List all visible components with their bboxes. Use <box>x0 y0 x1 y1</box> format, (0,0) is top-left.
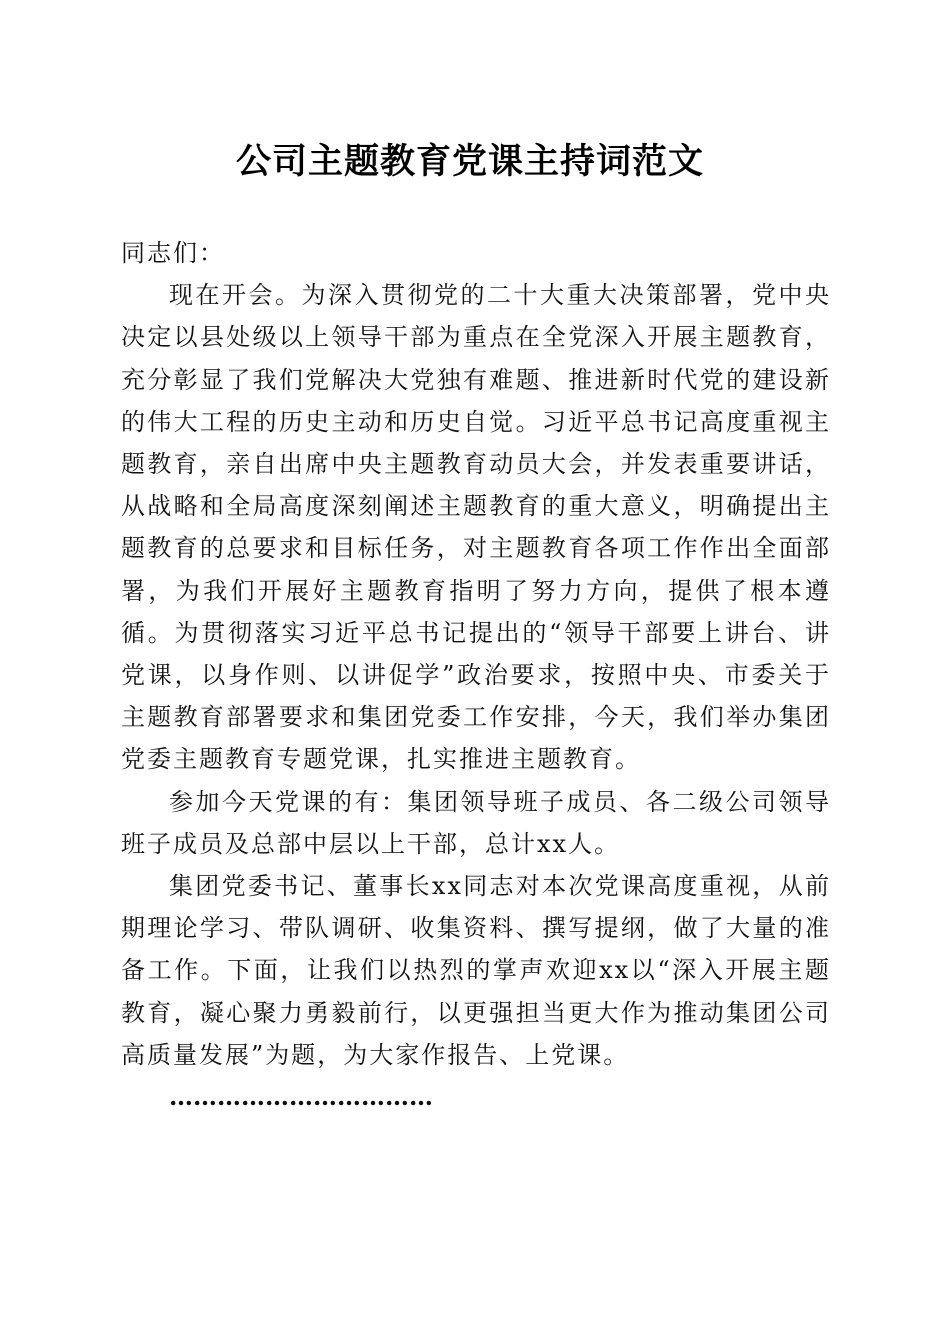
paragraph-attendees: 参加今天党课的有：集团领导班子成员、各二级公司领导班子成员及总部中层以上干部，总计xx人。 <box>121 787 831 858</box>
salutation: 同志们： <box>121 239 225 267</box>
document-body <box>121 232 831 1118</box>
document-title: 公司主题教育党课主持词范文 <box>235 141 704 182</box>
paragraph-opening: 现在开会。为深入贯彻党的二十大重大决策部署，党中央决定以县处级以上领导干部为重点在全党深入开展主题教育，充分彰显了我们党解决大党独有难题、推进新时代党的建设新的伟大工程的历史主动和历史自觉。习近平总书记高度重视主题教育，亲自出席中央主题教育动员大会，并发表重要讲话，从战略和全局高度深刻阐述主题教育的重大意义，明确提出主题教育的总要求和目标任务，对主题教育各项工作作出全面部署，为我们开展好主题教育指明了努力方向，提供了根本遵循。为贯彻落实习近平总书记提出的“领导干部要上讲台、讲党课，以身作则、以讲促学”政治要求，按照中央、市委关于主题教育部署要求和集团党委工作安排，今天，我们举办集团党委主题教育专题党课，扎实推进主题教育。 <box>121 281 831 774</box>
paragraph-introduction: 集团党委书记、董事长xx同志对本次党课高度重视，从前期理论学习、带队调研、收集资料、撰写提纲，做了大量的准备工作。下面，让我们以热烈的掌声欢迎xx以“深入开展主题教育，凝心聚力勇毅前行，以更强担当更大作为推动集团公司高质量发展”为题，为大家作报告、上党课。 <box>121 872 831 1069</box>
ellipsis-line: …………………………… <box>169 1082 433 1112</box>
